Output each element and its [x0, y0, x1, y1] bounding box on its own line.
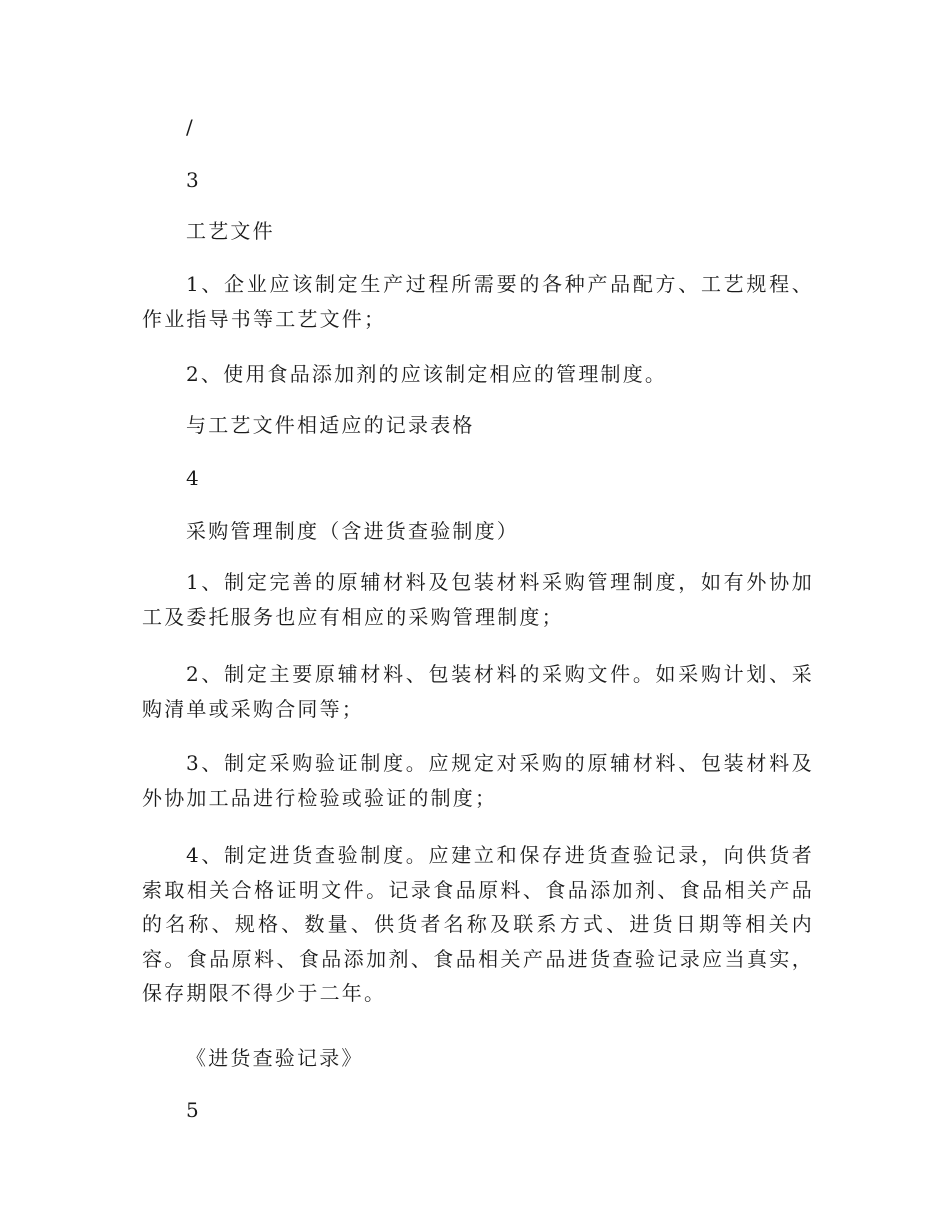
- section-number-3: 3: [186, 168, 201, 192]
- section-number-5: 5: [186, 1098, 201, 1122]
- separator-slash: /: [186, 115, 195, 139]
- section-heading-process-documents: 工艺文件: [186, 219, 275, 243]
- paragraph-procurement-4: 4、制定进货查验制度。应建立和保存进货查验记录，向供货者索取相关合格证明文件。记录食品原料、食品添加剂、食品相关产品的名称、规格、数量、供货者名称及联系方式、进货日期等相关内容。食品原料、食品添加剂、食品相关产品进货查验记录应当真实，保存期限不得少于二年。: [142, 843, 814, 1005]
- section-subheading-record-forms: 与工艺文件相适应的记录表格: [186, 413, 475, 437]
- paragraph-procurement-3: 3、制定采购验证制度。应规定对采购的原辅材料、包装材料及外协加工品进行检验或验证的制度；: [142, 751, 814, 810]
- paragraph-procurement-2: 2、制定主要原辅材料、包装材料的采购文件。如采购计划、采购清单或采购合同等；: [142, 662, 814, 721]
- record-title: 《进货查验记录》: [186, 1046, 364, 1070]
- section-heading-procurement: 采购管理制度（含进货查验制度）: [186, 519, 519, 543]
- paragraph-procurement-1: 1、制定完善的原辅材料及包装材料采购管理制度，如有外协加工及委托服务也应有相应的采购管理制度；: [142, 570, 814, 629]
- section-number-4: 4: [186, 466, 201, 490]
- paragraph-process-2: 2、使用食品添加剂的应该制定相应的管理制度。: [186, 362, 668, 386]
- paragraph-process-1: 1、企业应该制定生产过程所需要的各种产品配方、工艺规程、作业指导书等工艺文件；: [142, 272, 814, 331]
